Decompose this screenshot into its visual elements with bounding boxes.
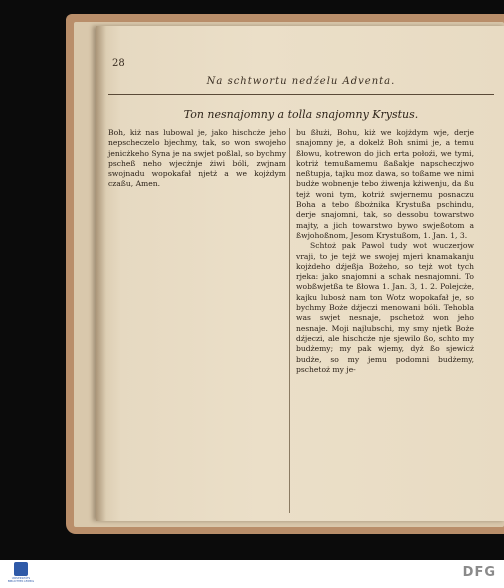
- library-logo: [6, 562, 36, 586]
- university-library-logo-icon: [14, 562, 28, 576]
- gutter-shadow: [96, 26, 106, 521]
- header-rule: [108, 94, 494, 95]
- book-page: [96, 26, 504, 521]
- section-title: Ton nesnajomny a tolla snajomny Krystus.: [183, 108, 419, 121]
- text-column-left: [108, 128, 286, 190]
- text-column-right: [296, 128, 474, 375]
- page-number: 28: [112, 58, 125, 69]
- running-head: Na schtwortu nedźelu Adventa.: [206, 76, 396, 87]
- paragraph: Schtoż pak Pawol tudy wot wuczerjow vraji, to je tejż we swojej mjeri knamakanju kojżdeho dźjeßja Bożeho, so tejż wot tych rjeka: jako snajomni a schak nesnajomni. To wobßwjetßa te ßłowa 1. Jan. 3, 1. 2. Polejcże, kajku lubosż nam ton Wotz wopokafał je, so bychmy Boże dźjeczi menowani bóli. Tehobla was swjet nesnaje, pschetoż won jeho nesnaje. Moji najlubschi, my smy njetk Boże dźjeczi, ale hischcże nje sjewilo ßo, schto my budżemy; my pak wjemy, dyż ßo sjewicż budże, so my jemu podomni budżemy, pschetoż my je-: [296, 241, 474, 374]
- footer-bar: [0, 560, 504, 588]
- library-logo-text: UNIVERSITÄTS BIBLIOTHEK LEIPZIG: [7, 577, 35, 583]
- paragraph: bu ßłużi, Bohu, kiż we kojżdym wje, derje snajomny je, a dokelż Boh snimi je, a temu ßłowu, kotrewon do jich erta połoźi, we tymi, kotriż temußamemu ßaßakje napscheczjwo neßtupja, tajku moz dawa, so toßame we nimi budże wobnenje tebo żiwenja kżiwenju, da ßu tejż woni tym, kotriż swjernemu posnaczu Boha a tebo ßbożnika Krystußa pschindu, derje snajomni, tak, so dessobu towarstwo majty, a jich towarstwo bywo swjeßotom a ßwjohoßnom, Jesom Krystußom, 1. Jan. 1, 3.: [296, 128, 474, 240]
- dfg-logo: DFG: [462, 565, 496, 580]
- column-divider: [289, 128, 290, 513]
- paragraph: Boh, kiż nas lubowal je, jako hischcże jeho nepscheczelo bjechmy, tak, so won swojeho jenicżkeho Syna je na swjet poßlal, so bychmy pscheß neho wjecżnje żiwi bóli, zwjnam swojnadu wopokafał njetż a we kojżdym czaßu, Amen.: [108, 128, 286, 189]
